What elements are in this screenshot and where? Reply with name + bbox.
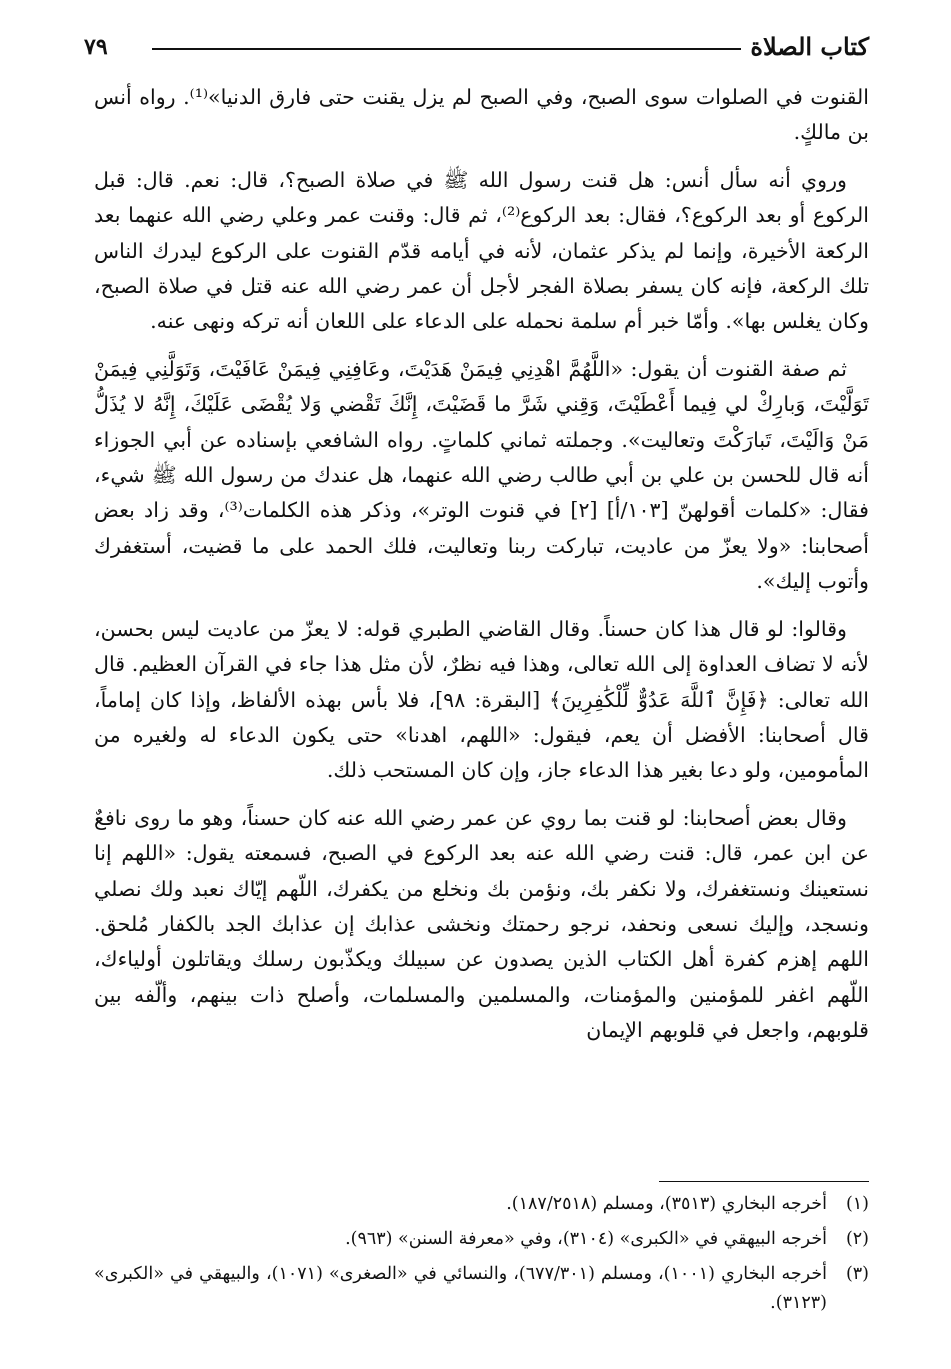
footnote-text: أخرجه البيهقي في «الكبرى» (٣١٠٤)، وفي «معرفة السنن» (٩٦٣). bbox=[345, 1229, 827, 1249]
paragraph-2: وروي أنه سأل أنس: هل قنت رسول الله ﷺ في صلاة الصبح؟، قال: نعم. قال: قبل الركوع أو بعد الركوع؟، فقال: بعد الركوع⁽²⁾، ثم قال: وقنت عمر وعلي رضي الله عنهما بعد الركعة الأخيرة، وإنما لم يذكر عثمان، لأنه في أيامه قدّم القنوت على الركوع ليدرك الناس تلك الركعة، فإنه كان يسفر بصلاة الفجر لأجل أن عمر رضي الله عنه قتل في صلاة الصبح، وكان يغلس بها». وأمّا خبر أم سلمة نحمله على الدعاء على اللعان أنه تركه ونهى عنه. bbox=[94, 167, 869, 334]
paragraph-4: وقالوا: لو قال هذا كان حسناً. وقال القاضي الطبري قوله: لا يعزّ من عاديت ليس بحسن، لأنه لا تضاف العداوة إلى الله تعالى، وهذا فيه نظرٌ، لأن مثل هذا جاء في القرآن العظيم. قال الله تعالى: ﴿فَإِنَّ ٱللَّهَ عَدُوٌّ لِّلْكَٰفِرِينَ﴾ [البقرة: ٩٨]، فلا بأس بهذه الألفاظ، وإذا كان إماماً، قال أصحابنا: الأفضل أن يعم، فيقول: «اللهم، اهدنا» حتى يكون الدعاء له ولغيره من المأمومين، ولو دعا بغير هذا الدعاء جاز، وإن كان المستحب ذلك. bbox=[94, 616, 869, 783]
main-text bbox=[94, 80, 869, 1061]
footnotes bbox=[94, 1190, 869, 1324]
chapter-title: كتاب الصلاة bbox=[750, 32, 869, 61]
footnote-number: (٣) bbox=[845, 1264, 869, 1284]
footnote-text: أخرجه البخاري (١٠٠١)، ومسلم (٦٧٧/٣٠١)، والنسائي في «الصغرى» (١٠٧١)، والبيهقي في «الكبرى» (٣١٢٣). bbox=[94, 1264, 828, 1313]
header-rule bbox=[152, 48, 741, 50]
paragraph-1: القنوت في الصلوات سوى الصبح، وفي الصبح لم يزل يقنت حتى فارق الدنيا»⁽¹⁾. رواه أنس بن مالكٍ. bbox=[94, 85, 869, 145]
running-header bbox=[70, 30, 869, 64]
footnote-2 bbox=[94, 1225, 869, 1254]
paragraph-3: ثم صفة القنوت أن يقول: «اللَّهُمَّ اهْدِنِي فِيمَنْ هَدَيْتَ، وعَافِنِي فِيمَنْ عَافَيْتَ، وَتَوَلَّنِي فِيمَنْ تَوَلَّيْتَ، وَبارِكْ لي فِيما أَعْطَيْتَ، وَقِني شَرَّ ما قَضَيْتَ، إِنَّكَ تَقْضي وَلا يُقْضَى عَلَيْكَ، إِنَّهُ لا يُذَلُّ مَنْ وَالَيْتَ، تَبارَكْتَ وتعاليت». وجملته ثماني كلماتٍ. رواه الشافعي بإسناده عن أبي الجوزاء أنه قال للحسن بن علي بن أبي طالب رضي الله عنهما، هل عندك من رسول الله ﷺ شيء، فقال: «كلمات أقولهنّ [١٠٣/أ] [٢] في قنوت الوتر»، وذكر هذه الكلمات⁽³⁾، وقد زاد بعض أصحابنا: «ولا يعزّ من عاديت، تباركت ربنا وتعاليت، فلك الحمد على ما قضيت، أستغفرك وأتوب إليك». bbox=[94, 356, 869, 594]
paragraph-5: وقال بعض أصحابنا: لو قنت بما روي عن عمر رضي الله عنه كان حسناً، وهو ما روى نافعٌ عن ابن عمر، قال: قنت رضي الله عنه بعد الركوع في الصبح، فسمعته يقول: «اللهم إنا نستعينك ونستغفرك، ولا نكفر بك، ونؤمن بك ونخلع من يكفرك، اللّهم إيّاك نعبد ولك نصلي ونسجد، وإليك نسعى ونحفد، نرجو رحمتك ونخشى عذابك إن عذابك الجد بالكفار مُلحق. اللهم إهزم كفرة أهل الكتاب الذين يصدون عن سبيلك ويكذّبون رسلك ويقاتلون أولياءك، اللّهم اغفر للمؤمنين والمؤمنات، والمسلمين والمسلمات، وأصلح ذات بينهم، وألّفه بين قلوبهم، واجعل في قلوبهم الإيمان bbox=[94, 805, 869, 1043]
page-number: ٧٩ bbox=[84, 34, 108, 60]
footnote-text: أخرجه البخاري (٣٥١٣)، ومسلم (١٨٧/٢٥١٨). bbox=[506, 1194, 827, 1214]
footnote-number: (١) bbox=[845, 1194, 869, 1214]
footnote-3 bbox=[94, 1260, 869, 1318]
footnote-separator bbox=[659, 1181, 869, 1182]
footnote-number: (٢) bbox=[845, 1229, 869, 1249]
footnote-1 bbox=[94, 1190, 869, 1219]
